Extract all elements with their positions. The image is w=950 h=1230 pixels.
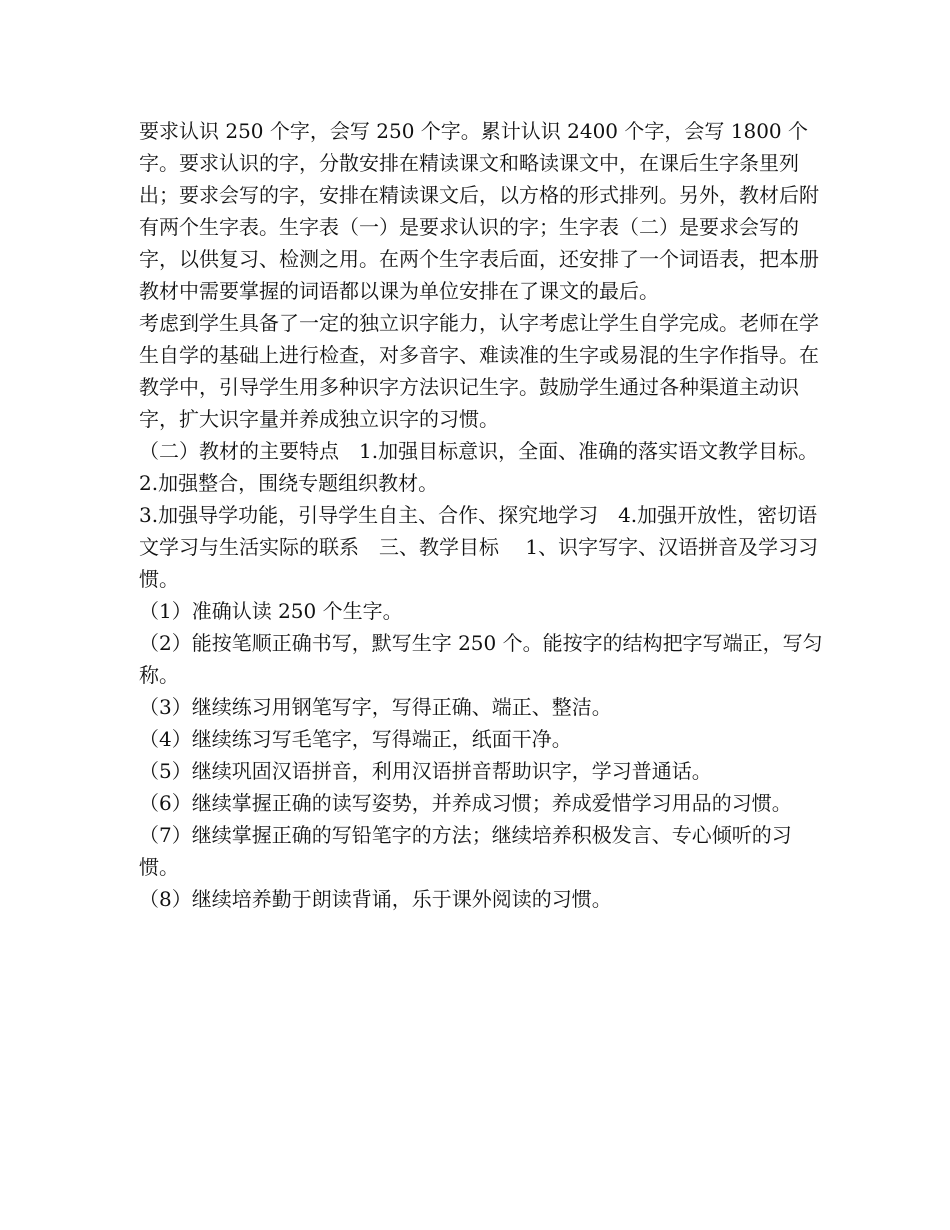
goal-item-4: （4）继续练习写毛笔字，写得端正，纸面干净。 bbox=[139, 727, 572, 751]
paragraph-textbook-features: （二）教材的主要特点 1.加强目标意识，全面、准确的落实语文教学目标。 bbox=[139, 439, 819, 463]
goal-item-1: （1）准确认读 250 个生字。 bbox=[139, 599, 403, 623]
paragraph-integration: 2.加强整合，围绕专题组织教材。 bbox=[139, 471, 439, 495]
goal-item-7: （7）继续掌握正确的写铅笔字的方法；继续培养积极发言、专心倾听的习惯。 bbox=[139, 823, 792, 879]
goal-item-8: （8）继续培养勤于朗读背诵，乐于课外阅读的习惯。 bbox=[139, 887, 612, 911]
goal-item-3: （3）继续练习用钢笔写字，写得正确、端正、整洁。 bbox=[139, 695, 612, 719]
paragraph-self-study: 考虑到学生具备了一定的独立识字能力，认字考虑让学生自学完成。老师在学生自学的基础上进行检查，对多音字、难读准的生字或易混的生字作指导。在教学中，引导学生用多种识字方法识记生字。鼓励学生通过各种渠道主动识字，扩大识字量并养成独立识字的习惯。 bbox=[139, 311, 819, 431]
paragraph-character-requirements: 要求认识 250 个字，会写 250 个字。累计认识 2400 个字，会写 1800 个字。要求认识的字，分散安排在精读课文和略读课文中，在课后生字条里列出；要求会写的字，安排在精读课文后，以方格的形式排列。另外，教材后附有两个生字表。生字表（一）是要求认识的字；生字表（二）是要求会写的字，以供复习、检测之用。在两个生字表后面，还安排了一个词语表，把本册教材中需要掌握的词语都以课为单位安排在了课文的最后。 bbox=[139, 119, 819, 303]
goal-item-5: （5）继续巩固汉语拼音，利用汉语拼音帮助识字，学习普通话。 bbox=[139, 759, 712, 783]
goal-item-6: （6）继续掌握正确的读写姿势，并养成习惯；养成爱惜学习用品的习惯。 bbox=[139, 791, 792, 815]
document-body bbox=[139, 115, 829, 915]
goal-item-2: （2）能按笔顺正确书写，默写生字 250 个。能按字的结构把字写端正，写匀称。 bbox=[139, 631, 823, 687]
paragraph-guidance-and-goals: 3.加强导学功能，引导学生自主、合作、探究地学习 4.加强开放性，密切语文学习与生活实际的联系 三、教学目标 1、识字写字、汉语拼音及学习习惯。 bbox=[139, 503, 819, 591]
